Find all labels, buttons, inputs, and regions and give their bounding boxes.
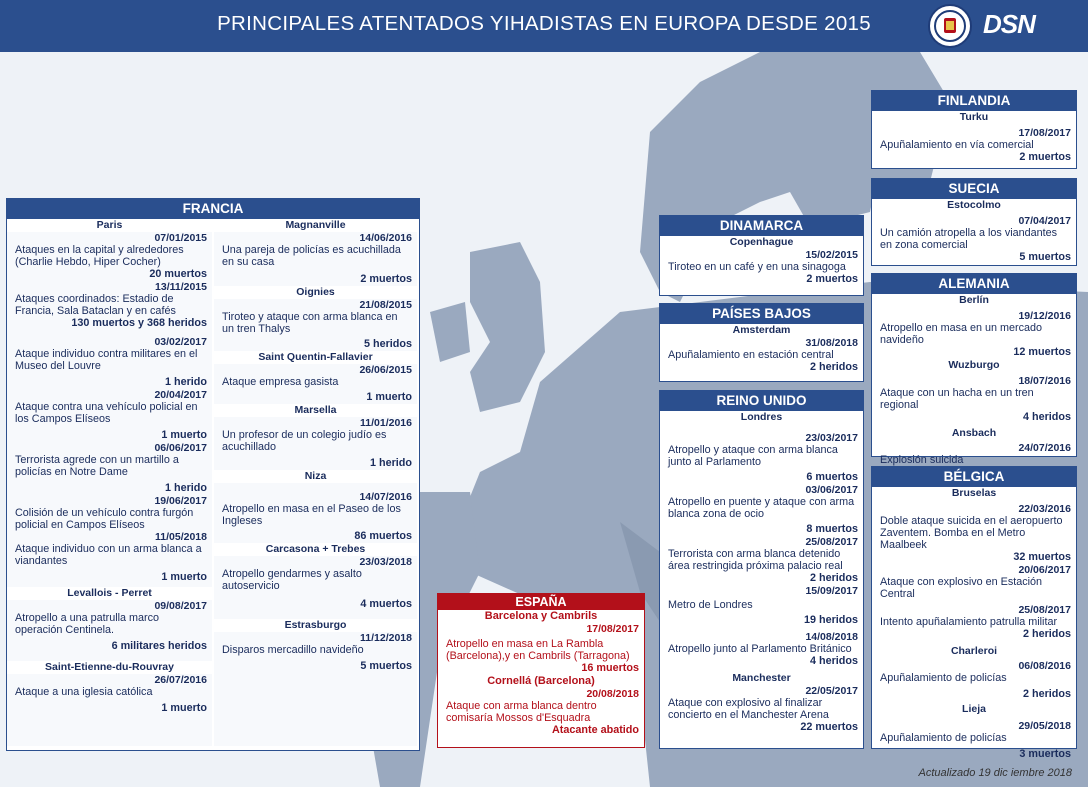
casualty-count: 2 muertos [360, 273, 412, 285]
date-label: 18/07/2016 [1018, 375, 1071, 387]
casualty-count: 2 muertos [1019, 151, 1071, 163]
date-label: 29/05/2018 [1018, 720, 1071, 732]
event-description: Apuñalamiento de policías [880, 672, 1007, 684]
date-label: 13/11/2015 [155, 281, 207, 293]
date-label: 14/06/2016 [359, 232, 412, 244]
event-description: Ataque a una iglesia católica [15, 686, 153, 698]
city-label: Magnanville [214, 219, 417, 232]
city-label: Marsella [214, 404, 417, 417]
event-description: Una pareja de policías es acuchillada en su casa [222, 244, 401, 268]
event-description: Atropello y ataque con arma blanca junto al Parlamento [668, 444, 838, 468]
casualty-count: 4 muertos [360, 598, 412, 610]
date-label: 19/06/2017 [154, 495, 207, 507]
event-description: Ataque con explosivo en Estación Central [880, 576, 1043, 600]
event-description: Atropello en masa en el Paseo de los Ingleses [222, 503, 401, 527]
panel-paises-bajos [659, 303, 864, 382]
casualty-count: 2 heridos [1022, 628, 1071, 640]
casualty-count: 8 muertos [806, 523, 858, 535]
casualty-count: 130 muertos y 368 heridos [71, 317, 207, 329]
city-label: Oignies [214, 286, 417, 299]
date-label: 17/08/2017 [586, 623, 639, 635]
casualty-count: 1 herido [165, 376, 207, 388]
event-description: Ataque contra una vehículo policial en los Campos Elíseos [15, 401, 198, 425]
event-description: Explosión suicida [880, 454, 964, 466]
date-label: 15/09/2017 [805, 585, 858, 597]
date-label: 21/08/2015 [359, 299, 412, 311]
date-label: 23/03/2018 [359, 556, 412, 568]
panel-title: FINLANDIA [872, 91, 1076, 111]
casualty-count: 6 militares heridos [111, 640, 207, 652]
casualty-count: 1 herido [370, 457, 412, 469]
event-description: Apuñalamiento en vía comercial [880, 139, 1034, 151]
casualty-count: 4 heridos [809, 655, 858, 667]
city-label: Carcasona + Trebes [214, 543, 417, 556]
panel-title: ESPAÑA [438, 594, 644, 610]
date-label: 03/02/2017 [154, 336, 207, 348]
event-description: Apuñalamiento de policías [880, 732, 1007, 744]
event-description: Atropello gendarmes y asalto autoservicio [222, 568, 362, 592]
event-description: Atropello en masa en un mercado navideño [880, 322, 1043, 346]
panel-title: SUECIA [872, 179, 1076, 199]
city-label: Saint-Etienne-du-Rouvray [7, 661, 212, 674]
casualty-count: 3 muertos [1019, 748, 1071, 760]
event-description: Tiroteo y ataque con arma blanca en un tren Thalys [222, 311, 398, 335]
date-label: 26/06/2015 [359, 364, 412, 376]
casualty-count: 1 muerto [161, 429, 207, 441]
panel-alemania [871, 273, 1077, 466]
date-label: 09/08/2017 [154, 600, 207, 612]
panel-suecia [871, 178, 1077, 266]
casualty-count: Atacante abatido [552, 724, 639, 736]
city-label: Londres [660, 411, 863, 424]
event-description: Ataques coordinados: Estadio de Francia, Sala Bataclan y en cafés [15, 293, 176, 317]
panel-dinamarca [659, 215, 864, 296]
panel-belgica [871, 466, 1077, 760]
city-label: Copenhague [660, 236, 863, 249]
panel-title: ALEMANIA [872, 274, 1076, 294]
event-description: Un camión atropella a los viandantes en zona comercial [880, 227, 1058, 251]
panel-finlandia [871, 90, 1077, 169]
city-label: Charleroi [872, 645, 1076, 658]
casualty-count: 2 heridos [809, 572, 858, 584]
event-description: Ataque empresa gasista [222, 376, 339, 388]
date-label: 14/08/2018 [805, 631, 858, 643]
casualty-count: 32 muertos [1013, 551, 1071, 563]
event-description: Tiroteo en un café y en una sinagoga [668, 261, 846, 273]
date-label: 23/03/2017 [805, 432, 858, 444]
casualty-count: 1 muerto [366, 391, 412, 403]
panel-title: DINAMARCA [660, 216, 863, 236]
dsn-logo: DSN [983, 9, 1035, 39]
panel-title: BÉLGICA [872, 467, 1076, 487]
date-label: 25/08/2017 [805, 536, 858, 548]
casualty-count: 16 muertos [581, 662, 639, 674]
casualty-count: 1 muerto [161, 702, 207, 714]
casualty-count: 2 heridos [809, 361, 858, 373]
city-label: Niza [214, 470, 417, 483]
francia-right-column [214, 219, 417, 746]
event-description: Ataques en la capital y alrededores (Charlie Hebdo, Hiper Cocher) [15, 244, 184, 268]
panel-title: REINO UNIDO [660, 391, 863, 411]
event-description: Atropello en puente y ataque con arma blanca zona de ocio [668, 496, 855, 520]
city-label: Levallois - Perret [7, 587, 212, 600]
panel-reino-unido [659, 390, 864, 749]
city-label: Barcelona y Cambrils [438, 610, 644, 623]
date-label: 03/06/2017 [805, 484, 858, 496]
city-label: Amsterdam [660, 324, 863, 337]
event-description: Apuñalamiento en estación central [668, 349, 834, 361]
event-description: Colisión de un vehículo contra furgón policial en Campos Elíseos [15, 507, 194, 531]
date-label: 07/04/2017 [1018, 215, 1071, 227]
casualty-count: 86 muertos [354, 530, 412, 542]
casualty-count: 2 muertos [806, 273, 858, 285]
event-description: Atropello en masa en La Rambla (Barcelona),y en Cambrils (Tarragona) [446, 638, 630, 662]
date-label: 17/08/2017 [1018, 127, 1071, 139]
city-label: Paris [7, 219, 212, 232]
page-title: PRINCIPALES ATENTADOS YIHADISTAS EN EUROPA DESDE 2015 [217, 12, 871, 35]
city-label: Berlín [872, 294, 1076, 307]
city-label: Manchester [660, 672, 863, 685]
city-label: Saint Quentin-Fallavier [214, 351, 417, 364]
header-bar [0, 0, 1088, 52]
date-label: 14/07/2016 [359, 491, 412, 503]
dsn-seal-icon [928, 4, 972, 48]
city-label: Cornellá (Barcelona) [438, 675, 644, 688]
date-label: 15/02/2015 [805, 249, 858, 261]
date-label: 31/08/2018 [805, 337, 858, 349]
casualty-count: 1 muerto [161, 571, 207, 583]
event-description: Metro de Londres [668, 599, 753, 611]
date-label: 11/12/2018 [360, 632, 412, 644]
event-description: Ataque con un hacha en un tren regional [880, 387, 1034, 411]
city-label: Lieja [872, 703, 1076, 716]
date-label: 22/03/2016 [1018, 503, 1071, 515]
date-label: 06/08/2016 [1018, 660, 1071, 672]
event-description: Ataque individuo contra militares en el Museo del Louvre [15, 348, 198, 372]
casualty-count: 22 muertos [800, 721, 858, 733]
date-label: 07/01/2015 [154, 232, 207, 244]
casualty-count: 19 heridos [803, 614, 858, 626]
casualty-count: 20 muertos [149, 268, 207, 280]
casualty-count: 5 heridos [363, 338, 412, 350]
updated-note: Actualizado 19 dic iembre 2018 [918, 767, 1072, 779]
date-label: 25/08/2017 [1018, 604, 1071, 616]
event-description: Ataque con explosivo al finalizar concierto en el Manchester Arena [668, 697, 829, 721]
casualty-count: 4 heridos [1022, 411, 1071, 423]
date-label: 20/06/2017 [1018, 564, 1071, 576]
event-description: Atropello junto al Parlamento Británico [668, 643, 852, 655]
date-label: 20/08/2018 [586, 688, 639, 700]
francia-left-column [7, 219, 212, 746]
city-label: Ansbach [872, 427, 1076, 440]
date-label: 11/01/2016 [360, 417, 412, 429]
date-label: 26/07/2016 [154, 674, 207, 686]
city-label: Estrasburgo [214, 619, 417, 632]
event-description: Ataque con arma blanca dentro comisaría Mossos d'Esquadra [446, 700, 597, 724]
date-label: 06/06/2017 [154, 442, 207, 454]
casualty-count: 5 muertos [360, 660, 412, 672]
date-label: 19/12/2016 [1018, 310, 1071, 322]
date-label: 24/07/2016 [1018, 442, 1071, 454]
event-description: Un profesor de un colegio judío es acuchillado [222, 429, 387, 453]
city-label: Estocolmo [872, 199, 1076, 212]
date-label: 20/04/2017 [154, 389, 207, 401]
casualty-count: 6 muertos [806, 471, 858, 483]
panel-espana [437, 593, 645, 748]
event-description: Atropello a una patrulla marco operación Centinela. [15, 612, 160, 636]
panel-title: PAÍSES BAJOS [660, 304, 863, 324]
date-label: 22/05/2017 [805, 685, 858, 697]
event-description: Terrorista agrede con un martillo a policías en Notre Dame [15, 454, 179, 478]
city-label: Turku [872, 111, 1076, 124]
event-description: Intento apuñalamiento patrulla militar [880, 616, 1058, 628]
city-label: Bruselas [872, 487, 1076, 500]
casualty-count: 12 muertos [1013, 346, 1071, 358]
city-label: Wuzburgo [872, 359, 1076, 372]
event-description: Disparos mercadillo navideño [222, 644, 364, 656]
event-description: Ataque individuo con un arma blanca a viandantes [15, 543, 202, 567]
panel-title: FRANCIA [7, 199, 419, 219]
casualty-count: 5 muertos [1019, 251, 1071, 263]
date-label: 11/05/2018 [155, 531, 207, 543]
casualty-count: 2 heridos [1022, 688, 1071, 700]
event-description: Terrorista con arma blanca detenido área restringida próxima palacio real [668, 548, 843, 572]
event-description: Doble ataque suicida en el aeropuerto Zaventem. Bomba en el Metro Maalbeek [880, 515, 1063, 551]
casualty-count: 1 herido [165, 482, 207, 494]
